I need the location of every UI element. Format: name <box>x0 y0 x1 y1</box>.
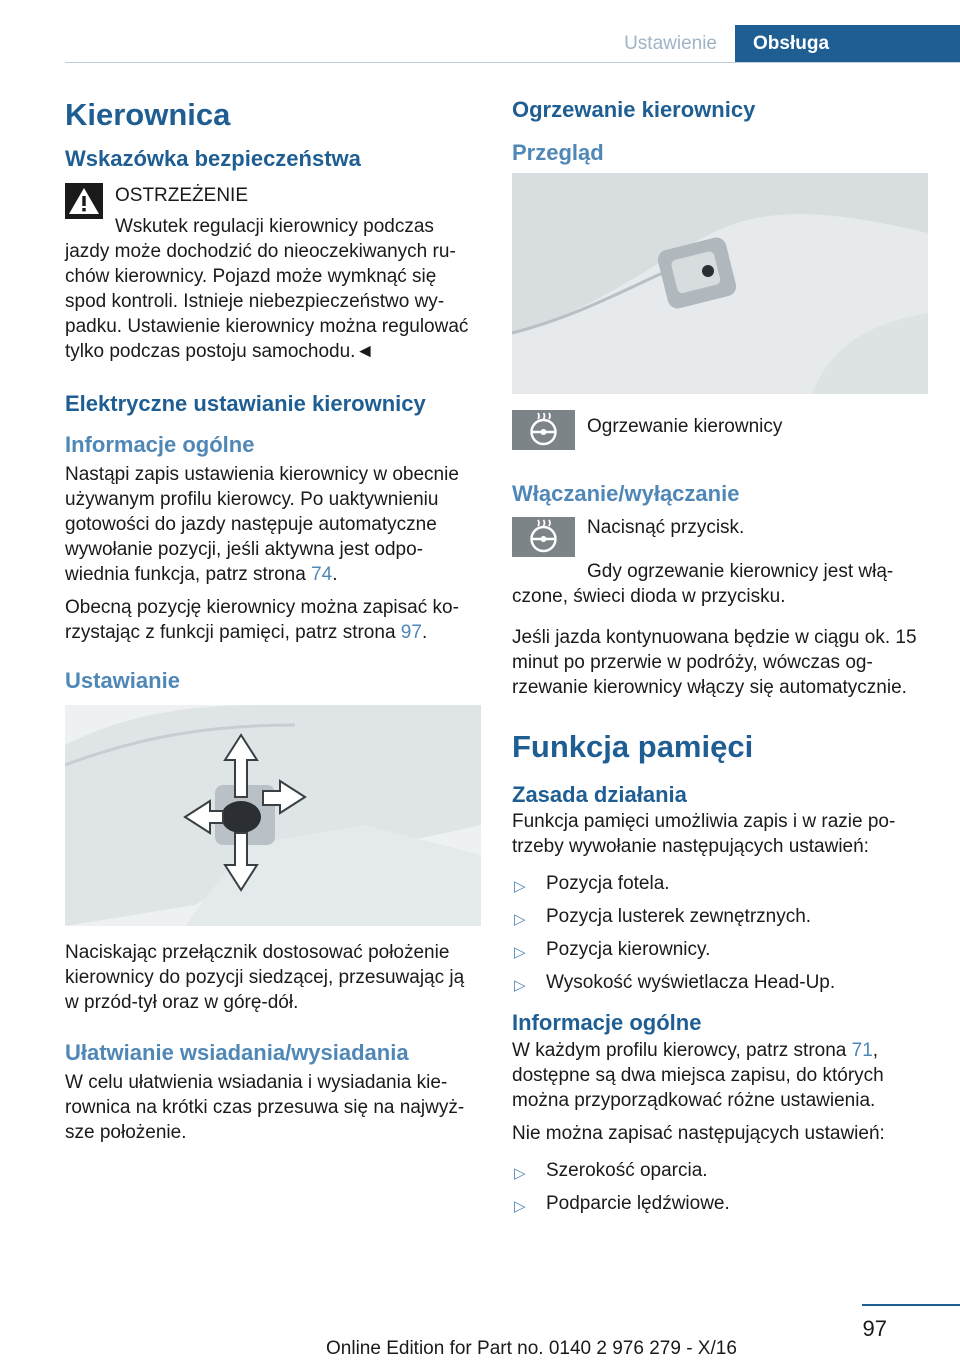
safety-heading: Wskazówka bezpieczeństwa <box>65 145 361 171</box>
general-p2-end: . <box>421 621 428 643</box>
bullet-triangle-icon: ▷ <box>514 1197 526 1215</box>
bullet-triangle-icon: ▷ <box>514 878 526 896</box>
info-list <box>512 1154 928 1220</box>
adjust-text: Naciskając przełącznik dostosować położenie kierownicy do pozycji siedzącej, przesuwając ją w przód-tył oraz w górę-dół. <box>65 942 465 1014</box>
general-info-paragraph-1 <box>65 462 481 587</box>
bullet-triangle-icon: ▷ <box>514 977 526 995</box>
list-item-text: Pozycja lusterek zewnętrznych. <box>546 906 812 928</box>
list-item <box>512 867 928 900</box>
list-item <box>512 966 928 999</box>
onoff-block <box>512 515 928 559</box>
principle-list <box>512 867 928 999</box>
steering-heat-icon <box>512 410 575 450</box>
list-item <box>512 1187 928 1220</box>
list-item-text: Pozycja kierownicy. <box>546 939 711 961</box>
entry-exit-heading: Ułatwianie wsiadania/wysiadania <box>65 1040 409 1066</box>
page-link-97[interactable]: 97 <box>400 621 422 643</box>
list-item <box>512 933 928 966</box>
list-item-text: Szerokość oparcia. <box>546 1159 708 1181</box>
overview-heading: Przegląd <box>512 139 604 165</box>
list-item-text: Podparcie lędźwiowe. <box>546 1192 730 1214</box>
info-p1-text: W każdym profilu kierowcy, patrz strona <box>512 1039 852 1061</box>
principle-text: Funkcja pamięci umożliwia zapis i w razie potrzeby wywołanie następujących ustawień: <box>512 811 896 858</box>
principle-heading: Zasada działania <box>512 781 687 807</box>
heating-button-illustration <box>512 173 928 394</box>
list-item <box>512 1154 928 1187</box>
warning-text: Wskutek regulacji kierownicy podczas jazdy może dochodzić do nieoczekiwanych ruchów kierownicy. Pojazd może wymknąć się spod kontroli. Istnieje niebezpieczeństwo wypadku. Ustawienie kierownicy można regulować tylko podczas postoju samochodu.◄ <box>65 216 469 363</box>
page-number: 97 <box>862 1316 887 1341</box>
page-link-74[interactable]: 74 <box>311 563 333 585</box>
tab-obsluga[interactable]: Obsługa <box>735 25 960 62</box>
general-p2-text: Obecną pozycję kierownicy można zapisać korzystając z funkcji pamięci, patrz strona <box>65 596 459 643</box>
bullet-triangle-icon: ▷ <box>514 911 526 929</box>
electric-adjust-heading: Elektryczne ustawianie kierownicy <box>65 391 426 417</box>
header-divider <box>65 62 960 63</box>
warning-block <box>65 183 481 208</box>
steering-adjust-illustration <box>65 705 481 926</box>
heating-button-photo <box>512 173 928 394</box>
steering-adjust-switch-photo <box>65 705 481 926</box>
footer-divider <box>862 1304 960 1306</box>
bullet-triangle-icon: ▷ <box>514 1164 526 1182</box>
info-paragraph-2: Nie można zapisać następujących ustawień: <box>512 1122 885 1144</box>
memory-title: Funkcja pamięci <box>512 728 754 764</box>
list-item-text: Pozycja fotela. <box>546 873 670 895</box>
edition-note: Online Edition for Part no. 0140 2 976 279 - X/16 <box>326 1338 737 1359</box>
section-title-kierownica: Kierownica <box>65 97 231 132</box>
onoff-heading: Włączanie/wyłączanie <box>512 481 740 507</box>
adjust-heading: Ustawianie <box>65 667 180 693</box>
onoff-text-1: Nacisnąć przycisk. <box>587 516 745 538</box>
info-paragraph-1 <box>512 1038 928 1113</box>
general-p1-text: Nastąpi zapis ustawienia kierownicy w obecnie używanym profilu kierowcy. Po uaktywnieniu gotowości do jazdy następuje automatyczne wywołanie pozycji, jeśli aktywna jest odpowiednia funkcja, patrz strona <box>65 463 459 585</box>
general-p1-end: . <box>332 563 338 585</box>
right-column <box>512 96 928 1226</box>
list-item-text: Wysokość wyświetlacza Head-Up. <box>546 972 836 994</box>
resume-text: Jeśli jazda kontynuowana będzie w ciągu ok. 15 minut po przerwie w podróży, wówczas ogrzewanie kierownicy włączy się automatycznie. <box>512 626 917 698</box>
page-link-71[interactable]: 71 <box>851 1039 873 1061</box>
info-heading: Informacje ogólne <box>512 1010 702 1036</box>
general-info-heading: Informacje ogólne <box>65 431 255 457</box>
heating-heading: Ogrzewanie kierownicy <box>512 97 756 122</box>
steering-heat-button-icon <box>512 517 575 557</box>
list-item <box>512 900 928 933</box>
entry-exit-text: W celu ułatwienia wsiadania i wysiadania kierownica na krótki czas przesuwa się na najwyższe położenie. <box>65 1071 465 1143</box>
bullet-triangle-icon: ▷ <box>514 944 526 962</box>
heating-legend <box>512 408 928 452</box>
page-header <box>65 25 960 62</box>
warning-label: OSTRZEŻENIE <box>115 185 249 207</box>
warning-triangle-icon <box>65 183 103 219</box>
info-p1-end: , dostępne są dwa miejsca zapisu, do których można przyporządkować różne ustawienia. <box>512 1039 884 1111</box>
left-column <box>65 96 481 1153</box>
general-info-paragraph-2 <box>65 595 481 645</box>
tab-ustawienie[interactable]: Ustawienie <box>624 33 717 54</box>
onoff-text-2: Gdy ogrzewanie kierownicy jest włączone, świeci dioda w przycisku. <box>512 560 894 607</box>
heating-icon-caption: Ogrzewanie kierownicy <box>587 416 783 438</box>
